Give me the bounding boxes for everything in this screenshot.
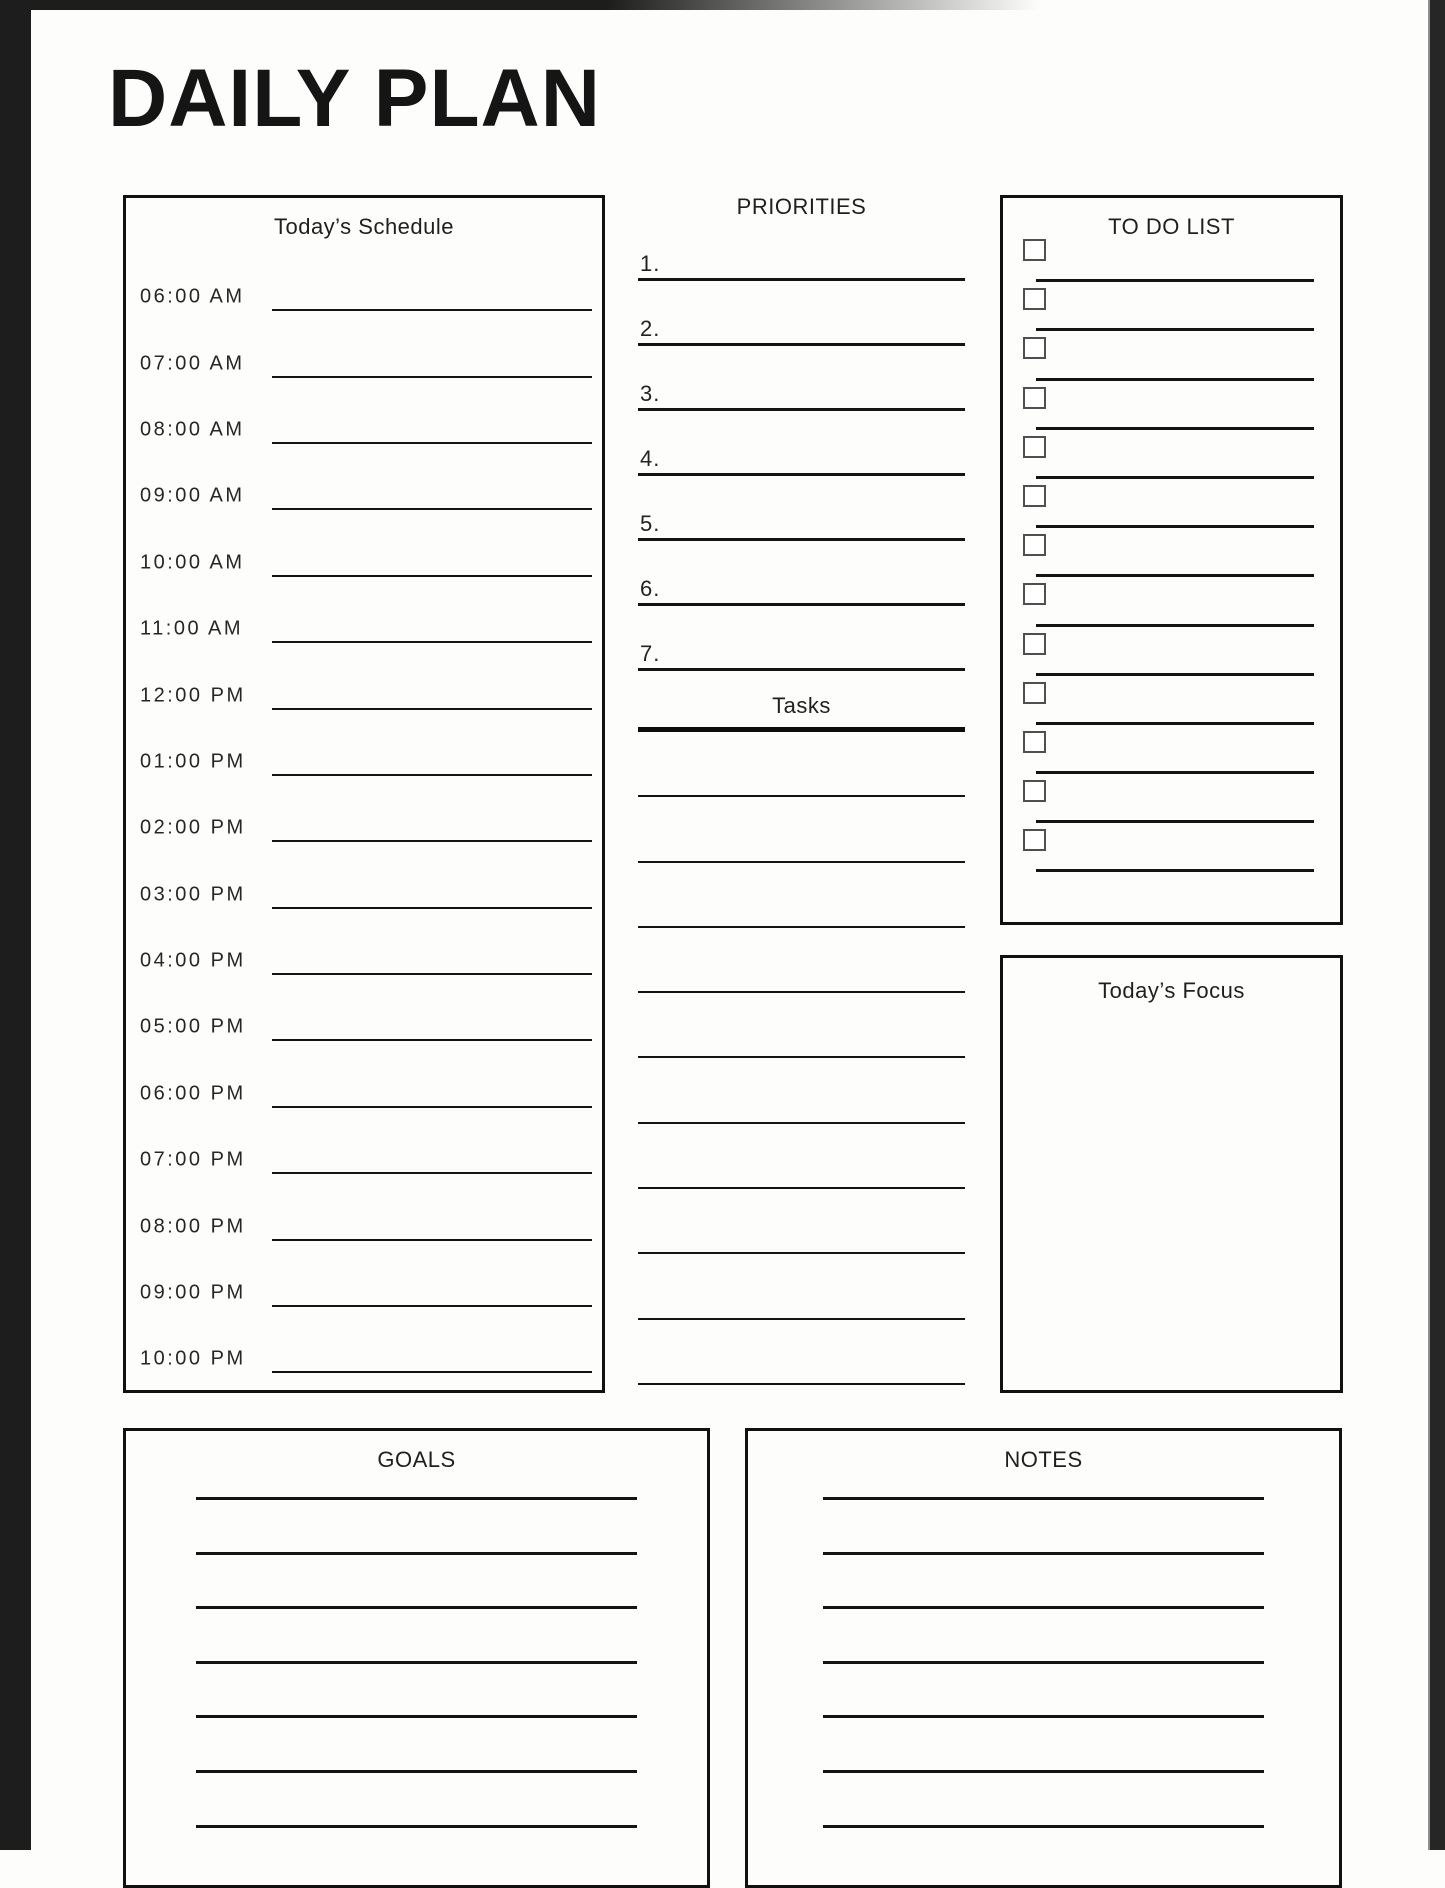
note-row xyxy=(748,1606,1339,1661)
task-row xyxy=(638,1058,965,1123)
schedule-entry-line xyxy=(272,376,592,378)
schedule-row xyxy=(126,994,602,1060)
schedule-time-label: 09:00 AM xyxy=(140,484,245,507)
todo-entry-line xyxy=(1036,869,1314,872)
todo-entry-line xyxy=(1036,427,1314,430)
note-row xyxy=(748,1661,1339,1716)
schedule-row xyxy=(126,1193,602,1259)
priority-row xyxy=(638,289,965,354)
schedule-time-label: 09:00 PM xyxy=(140,1281,246,1304)
todo-row xyxy=(1003,285,1340,334)
priorities-title: PRIORITIES xyxy=(736,194,867,219)
goals-rows xyxy=(126,1497,707,1879)
page-edge-top-shadow xyxy=(0,0,1445,10)
todo-checkbox[interactable] xyxy=(1023,682,1046,704)
schedule-entry-line xyxy=(272,641,592,643)
schedule-entry-line xyxy=(272,1106,592,1108)
goal-entry-line xyxy=(196,1661,637,1664)
schedule-entry-line xyxy=(272,907,592,909)
task-row xyxy=(638,928,965,993)
todo-checkbox[interactable] xyxy=(1023,829,1046,851)
todo-row xyxy=(1003,482,1340,531)
schedule-time-label: 06:00 PM xyxy=(140,1082,246,1105)
todo-checkbox[interactable] xyxy=(1023,387,1046,409)
schedule-time-label: 01:00 PM xyxy=(140,750,246,773)
todo-entry-line xyxy=(1036,525,1314,528)
schedule-entry-line xyxy=(272,508,592,510)
priority-entry-line xyxy=(638,473,965,476)
todo-entry-line xyxy=(1036,820,1314,823)
schedule-time-label: 08:00 AM xyxy=(140,418,245,441)
schedule-entry-line xyxy=(272,309,592,311)
priority-number: 2. xyxy=(640,316,661,341)
schedule-row xyxy=(126,596,602,662)
task-row xyxy=(638,797,965,862)
note-row xyxy=(748,1552,1339,1607)
priority-entry-line xyxy=(638,538,965,541)
priority-row xyxy=(638,224,965,289)
goal-entry-line xyxy=(196,1497,637,1500)
schedule-time-label: 07:00 PM xyxy=(140,1148,246,1171)
schedule-entry-line xyxy=(272,1172,592,1174)
note-row xyxy=(748,1497,1339,1552)
priority-row xyxy=(638,549,965,614)
schedule-row xyxy=(126,1260,602,1326)
todo-entry-line xyxy=(1036,771,1314,774)
note-row xyxy=(748,1825,1339,1880)
schedule-entry-line xyxy=(272,774,592,776)
notes-title: NOTES xyxy=(1004,1447,1083,1472)
goal-row xyxy=(126,1661,707,1716)
todo-entry-line xyxy=(1036,624,1314,627)
todo-entry-line xyxy=(1036,476,1314,479)
schedule-row xyxy=(126,862,602,928)
schedule-row xyxy=(126,397,602,463)
task-row xyxy=(638,1189,965,1254)
todo-checkbox[interactable] xyxy=(1023,337,1046,359)
goal-entry-line xyxy=(196,1552,637,1555)
note-entry-line xyxy=(823,1770,1264,1773)
priority-number: 1. xyxy=(640,251,661,276)
page-edge-right xyxy=(1428,0,1445,1850)
schedule-row xyxy=(126,463,602,529)
todo-row xyxy=(1003,531,1340,580)
goals-title: GOALS xyxy=(377,1447,456,1472)
goal-entry-line xyxy=(196,1715,637,1718)
schedule-time-label: 04:00 PM xyxy=(140,949,246,972)
schedule-entry-line xyxy=(272,973,592,975)
priority-row xyxy=(638,614,965,679)
todo-title: TO DO LIST xyxy=(1108,214,1235,239)
tasks-title: Tasks xyxy=(772,693,831,718)
schedule-time-label: 03:00 PM xyxy=(140,883,246,906)
schedule-entry-line xyxy=(272,1039,592,1041)
focus-section xyxy=(1000,955,1343,1393)
todo-checkbox[interactable] xyxy=(1023,534,1046,556)
priority-row xyxy=(638,419,965,484)
todo-row xyxy=(1003,433,1340,482)
goal-row xyxy=(126,1497,707,1552)
task-row xyxy=(638,732,965,797)
todo-checkbox[interactable] xyxy=(1023,731,1046,753)
task-row xyxy=(638,993,965,1058)
task-row xyxy=(638,863,965,928)
task-row xyxy=(638,1124,965,1189)
schedule-row xyxy=(126,1326,602,1392)
note-entry-line xyxy=(823,1825,1264,1828)
note-row xyxy=(748,1770,1339,1825)
schedule-row xyxy=(126,928,602,994)
schedule-entry-line xyxy=(272,1239,592,1241)
todo-row xyxy=(1003,236,1340,285)
schedule-section xyxy=(123,195,605,1393)
schedule-entry-line xyxy=(272,840,592,842)
todo-checkbox[interactable] xyxy=(1023,288,1046,310)
note-entry-line xyxy=(823,1661,1264,1664)
priorities-tasks-section xyxy=(638,190,965,1385)
todo-checkbox[interactable] xyxy=(1023,436,1046,458)
todo-entry-line xyxy=(1036,574,1314,577)
schedule-time-label: 02:00 PM xyxy=(140,816,246,839)
schedule-row xyxy=(126,1061,602,1127)
schedule-title: Today’s Schedule xyxy=(273,214,455,239)
todo-row xyxy=(1003,334,1340,383)
note-entry-line xyxy=(823,1552,1264,1555)
goal-entry-line xyxy=(196,1606,637,1609)
schedule-entry-line xyxy=(272,1371,592,1373)
goal-row xyxy=(126,1770,707,1825)
priority-entry-line xyxy=(638,278,965,281)
todo-row xyxy=(1003,384,1340,433)
task-row xyxy=(638,1254,965,1319)
todo-row xyxy=(1003,630,1340,679)
priority-entry-line xyxy=(638,603,965,606)
todo-checkbox[interactable] xyxy=(1023,583,1046,605)
schedule-row xyxy=(126,264,602,330)
todo-checkbox[interactable] xyxy=(1023,239,1046,261)
goal-entry-line xyxy=(196,1825,637,1828)
priority-entry-line xyxy=(638,408,965,411)
schedule-row xyxy=(126,729,602,795)
goals-section xyxy=(123,1428,710,1888)
schedule-row xyxy=(126,330,602,396)
schedule-rows xyxy=(126,264,602,1393)
task-row xyxy=(638,1320,965,1385)
todo-entry-line xyxy=(1036,722,1314,725)
todo-row xyxy=(1003,826,1340,875)
todo-rows xyxy=(1003,236,1340,875)
schedule-time-label: 10:00 AM xyxy=(140,551,245,574)
todo-checkbox[interactable] xyxy=(1023,780,1046,802)
focus-title: Today’s Focus xyxy=(1098,978,1245,1003)
todo-entry-line xyxy=(1036,378,1314,381)
page-edge-left xyxy=(0,0,31,1850)
todo-entry-line xyxy=(1036,673,1314,676)
todo-entry-line xyxy=(1036,328,1314,331)
schedule-row xyxy=(126,662,602,728)
notes-section xyxy=(745,1428,1342,1888)
todo-checkbox[interactable] xyxy=(1023,485,1046,507)
notes-rows xyxy=(748,1497,1339,1879)
goal-row xyxy=(126,1715,707,1770)
schedule-entry-line xyxy=(272,708,592,710)
task-entry-line xyxy=(638,1383,965,1385)
priority-entry-line xyxy=(638,343,965,346)
schedule-time-label: 11:00 AM xyxy=(140,617,244,640)
goal-row xyxy=(126,1552,707,1607)
note-row xyxy=(748,1715,1339,1770)
schedule-row xyxy=(126,530,602,596)
schedule-time-label: 07:00 AM xyxy=(140,352,245,375)
note-entry-line xyxy=(823,1606,1264,1609)
goal-row xyxy=(126,1825,707,1880)
todo-section xyxy=(1000,195,1343,925)
tasks-rows xyxy=(638,732,965,1385)
note-entry-line xyxy=(823,1715,1264,1718)
schedule-time-label: 05:00 PM xyxy=(140,1015,246,1038)
todo-row xyxy=(1003,777,1340,826)
todo-entry-line xyxy=(1036,279,1314,282)
priority-entry-line xyxy=(638,668,965,671)
todo-row xyxy=(1003,728,1340,777)
schedule-row xyxy=(126,1127,602,1193)
schedule-time-label: 10:00 PM xyxy=(140,1347,246,1370)
schedule-entry-line xyxy=(272,1305,592,1307)
todo-row xyxy=(1003,679,1340,728)
page-title: DAILY PLAN xyxy=(108,53,601,144)
priority-row xyxy=(638,484,965,549)
priority-number: 5. xyxy=(640,511,661,536)
schedule-time-label: 08:00 PM xyxy=(140,1215,246,1238)
priority-number: 4. xyxy=(640,446,661,471)
schedule-time-label: 06:00 AM xyxy=(140,285,245,308)
note-entry-line xyxy=(823,1497,1264,1500)
schedule-time-label: 12:00 PM xyxy=(140,684,246,707)
priority-number: 3. xyxy=(640,381,661,406)
schedule-row xyxy=(126,795,602,861)
todo-checkbox[interactable] xyxy=(1023,633,1046,655)
priority-number: 7. xyxy=(640,641,661,666)
priorities-rows xyxy=(638,224,965,679)
todo-row xyxy=(1003,580,1340,629)
schedule-entry-line xyxy=(272,442,592,444)
priority-number: 6. xyxy=(640,576,661,601)
schedule-entry-line xyxy=(272,575,592,577)
priority-row xyxy=(638,354,965,419)
goal-entry-line xyxy=(196,1770,637,1773)
goal-row xyxy=(126,1606,707,1661)
